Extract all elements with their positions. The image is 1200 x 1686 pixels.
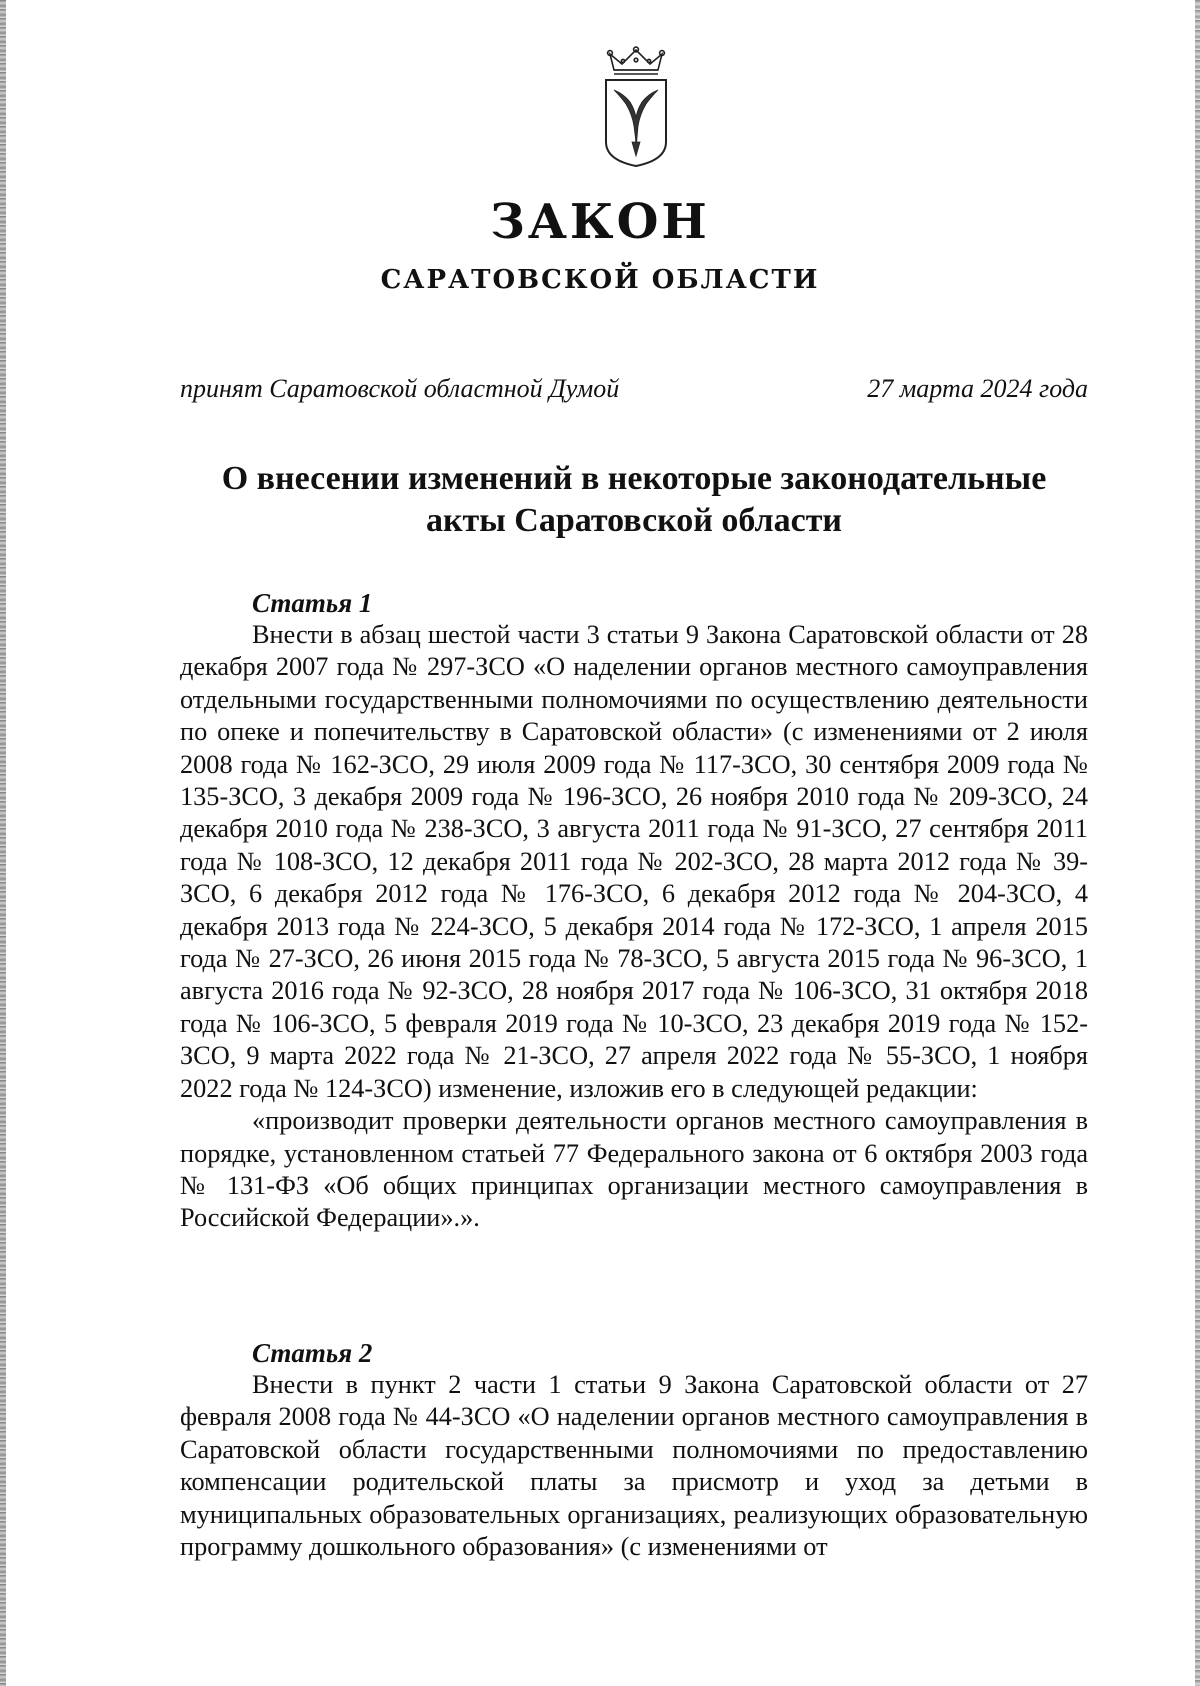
scan-edge-right bbox=[1195, 0, 1200, 1686]
article-paragraph: Внести в абзац шестой части 3 статьи 9 Закона Саратовской области от 28 декабря 2007 года № 297-ЗСО «О наделении органов местного самоуправления отдельными государственными полномочиями по осуществлению деятельности по опеке и попечительству в Саратовской области» (с изменениями от 2 июля 2008 года № 162-ЗСО, 29 июля 2009 года № 117-ЗСО, 30 сентября 2009 года № 135-ЗСО, 3 декабря 2009 года № 196-ЗСО, 26 ноября 2010 года № 209-ЗСО, 24 декабря 2010 года № 238-ЗСО, 3 августа 2011 года № 91-ЗСО, 27 сентября 2011 года № 108-ЗСО, 12 декабря 2011 года № 202-ЗСО, 28 марта 2012 года № 39-ЗСО, 6 декабря 2012 года № 176-ЗСО, 6 декабря 2012 года № 204-ЗСО, 4 декабря 2013 года № 224-ЗСО, 5 декабря 2014 года № 172-ЗСО, 1 апреля 2015 года № 27-ЗСО, 26 июня 2015 года № 78-ЗСО, 5 августа 2015 года № 96-ЗСО, 1 августа 2016 года № 92-ЗСО, 28 ноября 2017 года № 106-ЗСО, 31 октября 2018 года № 106-ЗСО, 5 февраля 2019 года № 10-ЗСО, 23 декабря 2019 года № 152-ЗСО, 9 марта 2022 года № 21-ЗСО, 27 апреля 2022 года № 55-ЗСО, 1 ноября 2022 года № 124-ЗСО) изменение, изложив его в следующей редакции: bbox=[180, 620, 1088, 1103]
article-heading: Статья 1 bbox=[252, 588, 373, 618]
saratov-coat-of-arms-icon bbox=[600, 46, 672, 168]
document-title: ЗАКОН bbox=[490, 194, 710, 250]
article-paragraph: «производит проверки деятельности органов местного самоуправления в порядке, установленном статьей 77 Федерального закона от 6 октября 2003 года № 131-ФЗ «Об общих принципах организации местного самоуправления в Российской Федерации».». bbox=[180, 1106, 1088, 1233]
document-subtitle: САРАТОВСКОЙ ОБЛАСТИ bbox=[380, 265, 820, 295]
scan-edge-left bbox=[0, 0, 6, 1686]
article-paragraph: Внести в пункт 2 части 1 статьи 9 Закона Саратовской области от 27 февраля 2008 года № 44-ЗСО «О наделении органов местного самоуправления в Саратовской области государственными полномочиями по предоставлению компенсации родительской платы за присмотр и уход за детьми в муниципальных образовательных организациях, реализующих образовательную программу дошкольного образования» (с изменениями от bbox=[180, 1370, 1088, 1562]
law-title-line-2: акты Саратовской области bbox=[425, 502, 843, 539]
law-title bbox=[160, 458, 1108, 542]
adopted-by: принят Саратовской областной Думой bbox=[180, 374, 620, 403]
article-1 bbox=[180, 587, 1088, 1235]
law-title-line-1: О внесении изменений в некоторые законодательные bbox=[221, 460, 1047, 497]
article-2 bbox=[180, 1337, 1088, 1563]
adoption-date: 27 марта 2024 года bbox=[867, 374, 1088, 403]
article-heading: Статья 2 bbox=[252, 1338, 373, 1368]
